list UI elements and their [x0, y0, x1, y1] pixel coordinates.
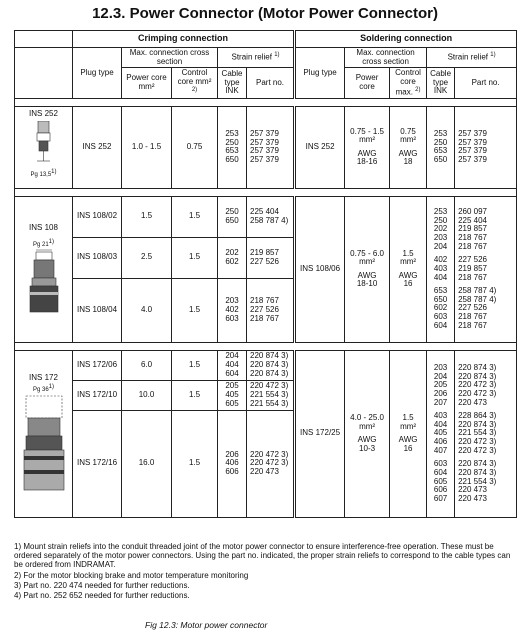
- cell-line: 404: [433, 419, 448, 429]
- crimp-plug-type: INS 108/03: [73, 237, 122, 278]
- solder-strain-label: Strain relief: [447, 53, 489, 63]
- cell-line: 650: [433, 154, 448, 164]
- cell-line: 18-16: [356, 157, 378, 167]
- cell-line: 407: [433, 445, 448, 455]
- solder-cable-types: [427, 106, 455, 188]
- footnote-ref: 2): [191, 86, 198, 93]
- cell-line: 220 874 3): [458, 459, 497, 469]
- crimp-plug-type-header: Plug type: [73, 48, 122, 99]
- cell-line: 257 379: [250, 129, 279, 139]
- cell-line: 253: [433, 207, 448, 217]
- crimp-part-numbers: [247, 237, 295, 278]
- cell-line: 18: [403, 157, 413, 167]
- control-core-label: Control core mm²: [177, 68, 212, 86]
- cell-line: 250: [225, 137, 239, 147]
- footnote-2: 2) For the motor blocking brake and motor temperature monitoring: [14, 570, 249, 580]
- cell-line: 402: [225, 304, 239, 314]
- cell-line: 603: [433, 459, 448, 469]
- cell-line: 219 857: [458, 224, 487, 234]
- footnote-1: 1) Mount strain reliefs into the conduit threaded joint of the motor power connector to ensure interference-free operation. These must be ordered separately of the motor power connectors. Using the part no. indicated, the proper strain reliefs to correspond to the cable types can be ordered from INDRAMAT.: [14, 542, 511, 570]
- cell-line: 253: [225, 129, 239, 139]
- cell-line: 16: [403, 279, 413, 289]
- crimp-power-core: 1.0 - 1.5: [122, 106, 172, 188]
- cell-line: 257 379: [458, 154, 487, 164]
- power-connector-table: [14, 30, 517, 518]
- cell-line: 227 526: [250, 256, 279, 266]
- cell-line: 403: [433, 411, 448, 421]
- solder-cable-types: [427, 196, 455, 342]
- cell-line: 221 554 3): [250, 398, 289, 408]
- crimp-control-core: 0.75: [172, 106, 218, 188]
- ins172-dimension: [17, 384, 70, 393]
- cell-line: 257 379: [458, 146, 487, 156]
- crimp-cable-types: [218, 237, 247, 278]
- cell-line: 650: [225, 154, 239, 164]
- ins108-cell: [15, 196, 73, 342]
- cell-line: 4.0 - 25.0: [350, 413, 384, 423]
- cell-line: 604: [433, 467, 448, 477]
- cell-line: 221 554 3): [458, 428, 497, 438]
- cell-line: 0.75 - 1.5: [350, 126, 384, 136]
- cell-line: 203: [225, 296, 239, 306]
- crimp-power-core: 10.0: [122, 380, 172, 410]
- solder-power-core: [345, 350, 390, 517]
- crimp-control-core: 1.5: [172, 350, 218, 380]
- footnote-4: 4) Part no. 252 652 needed for further reductions.: [14, 590, 190, 600]
- crimp-power-core: 2.5: [122, 237, 172, 278]
- cell-line: 220 874 3): [250, 359, 289, 369]
- cell-line: 220 874 3): [458, 419, 497, 429]
- cell-line: 604: [433, 320, 448, 330]
- cell-line: 0.75: [400, 126, 416, 136]
- cell-line: AWG: [357, 435, 377, 445]
- crimp-part-numbers: [247, 380, 295, 410]
- crimp-part-numbers: [247, 350, 295, 380]
- ins252-name: INS 252: [29, 108, 58, 118]
- cell-line: 227 526: [458, 255, 487, 265]
- footnote-ref: 1): [490, 52, 496, 59]
- cell-line: 602: [225, 256, 239, 266]
- cell-line: 225 404: [250, 207, 279, 217]
- cell-line: 257 379: [250, 154, 279, 164]
- cell-line: mm²: [359, 257, 376, 267]
- cell-line: 405: [225, 389, 239, 399]
- crimp-part-no-header: Part no.: [247, 68, 295, 99]
- cell-line: 204: [433, 371, 448, 381]
- cell-line: 250: [225, 207, 239, 217]
- cell-line: 604: [225, 368, 239, 378]
- cell-line: 258 787 4): [458, 286, 497, 296]
- solder-plug-type-header: Plug type: [295, 48, 345, 99]
- crimp-power-core: 1.5: [122, 196, 172, 237]
- cell-line: 405: [433, 428, 448, 438]
- cell-line: 404: [433, 272, 448, 282]
- cell-line: 220 472 3): [458, 437, 497, 447]
- cell-line: 220 874 3): [458, 363, 497, 373]
- cell-line: 607: [433, 493, 448, 503]
- cell-line: 603: [433, 312, 448, 322]
- crimp-plug-type: INS 252: [73, 106, 122, 188]
- crimp-power-core: 16.0: [122, 410, 172, 517]
- cell-line: 220 472 3): [250, 458, 289, 468]
- crimp-part-numbers: [247, 278, 295, 342]
- cell-line: 650: [225, 215, 239, 225]
- solder-part-numbers: [455, 106, 517, 188]
- crimp-power-core: 6.0: [122, 350, 172, 380]
- dim-label: Pg 13,5: [30, 172, 52, 179]
- cell-line: 653: [433, 286, 448, 296]
- solder-cable-types: [427, 350, 455, 517]
- cell-line: 1.5: [402, 413, 414, 423]
- cell-line: 225 404: [458, 215, 487, 225]
- cell-line: 220 874 3): [250, 368, 289, 378]
- cell-line: 220 874 3): [458, 467, 497, 477]
- cell-line: 1.5: [402, 248, 414, 258]
- crimp-control-core: 1.5: [172, 196, 218, 237]
- cell-line: 218 767: [458, 320, 487, 330]
- cell-line: 204: [225, 351, 239, 361]
- crimp-power-core: 4.0: [122, 278, 172, 342]
- solder-plug-type: INS 252: [295, 106, 345, 188]
- cell-line: 220 473: [250, 467, 279, 477]
- crimp-cable-types: [218, 410, 247, 517]
- solder-part-numbers: [455, 196, 517, 342]
- cell-line: 257 379: [458, 129, 487, 139]
- crimp-control-core: 1.5: [172, 278, 218, 342]
- cell-line: 220 473: [458, 493, 487, 503]
- ins172-cell: [15, 350, 73, 517]
- cell-line: 402: [433, 255, 448, 265]
- cell-line: 406: [225, 458, 239, 468]
- footnote-ref: 1): [48, 384, 55, 391]
- cell-line: 221 554 3): [458, 476, 497, 486]
- cell-line: 257 379: [458, 137, 487, 147]
- cell-line: 606: [225, 467, 239, 477]
- cell-line: 403: [433, 263, 448, 273]
- footnote-ref: 1): [51, 169, 57, 176]
- cell-line: mm²: [359, 135, 376, 145]
- cell-line: 605: [433, 476, 448, 486]
- cell-line: 406: [433, 437, 448, 447]
- cell-line: 16: [403, 443, 413, 453]
- cell-line: mm²: [400, 421, 417, 431]
- dim-label: Pg 21: [32, 241, 49, 248]
- ins172-connector-drawing: [18, 394, 70, 494]
- cell-line: 202: [433, 224, 448, 234]
- footnotes: [14, 542, 512, 601]
- cell-line: mm²: [359, 421, 376, 431]
- crimp-power-core-header: Power core mm²: [122, 68, 172, 99]
- figure-caption: Fig 12.3: Motor power connector: [145, 620, 268, 630]
- cell-line: mm²: [400, 135, 417, 145]
- crimp-part-numbers: [247, 106, 295, 188]
- ins108-dimension: [17, 239, 70, 248]
- solder-control-core-header: [390, 68, 427, 99]
- crimp-cable-types: [218, 106, 247, 188]
- cell-line: 227 526: [250, 304, 279, 314]
- cell-line: 257 379: [250, 146, 279, 156]
- crimp-max-cross-header: Max. connection cross section: [122, 48, 218, 68]
- cell-line: 653: [225, 146, 239, 156]
- crimp-plug-type: INS 108/02: [73, 196, 122, 237]
- cell-line: 603: [225, 313, 239, 323]
- cell-line: 220 472 3): [458, 388, 497, 398]
- ins108-name: INS 108: [29, 223, 58, 233]
- cell-line: 10-3: [359, 443, 376, 453]
- cell-line: 219 857: [458, 263, 487, 273]
- crimp-cable-types: [218, 350, 247, 380]
- cell-line: 218 767: [458, 312, 487, 322]
- solder-power-core: [345, 196, 390, 342]
- cell-line: 219 857: [250, 248, 279, 258]
- cell-line: mm²: [400, 257, 417, 267]
- crimp-strain-label: Strain relief: [231, 53, 272, 63]
- cell-line: 18-10: [356, 279, 378, 289]
- cell-line: 220 472 3): [458, 380, 497, 390]
- solder-control-core: [390, 196, 427, 342]
- crimp-cable-types: [218, 196, 247, 237]
- cell-line: 206: [225, 449, 239, 459]
- crimp-cable-type-header: Cable type INK: [218, 68, 247, 99]
- cell-line: 220 874 3): [250, 351, 289, 361]
- cell-line: 253: [433, 129, 448, 139]
- crimp-plug-type: INS 108/04: [73, 278, 122, 342]
- cell-line: AWG: [398, 435, 418, 445]
- cell-line: 227 526: [458, 303, 487, 313]
- cell-line: 220 472 3): [250, 381, 289, 391]
- solder-part-numbers: [455, 350, 517, 517]
- solder-max-cross-header: Max. connection cross section: [345, 48, 427, 68]
- ins108-connector-drawing: [24, 248, 64, 314]
- cell-line: 204: [433, 241, 448, 251]
- crimp-control-core: 1.5: [172, 410, 218, 517]
- cell-line: 257 379: [250, 137, 279, 147]
- cell-line: 258 787 4): [458, 294, 497, 304]
- cell-line: 218 767: [458, 241, 487, 251]
- cell-line: 606: [433, 485, 448, 495]
- solder-power-core: [345, 106, 390, 188]
- cell-line: 250: [433, 137, 448, 147]
- cell-line: 218 767: [458, 272, 487, 282]
- cell-line: 220 874 3): [458, 371, 497, 381]
- cell-line: 218 767: [458, 233, 487, 243]
- cell-line: 260 097: [458, 207, 487, 217]
- cell-line: 258 787 4): [250, 215, 289, 225]
- crimp-plug-type: INS 172/10: [73, 380, 122, 410]
- cell-line: AWG: [398, 270, 418, 280]
- cell-line: 202: [225, 248, 239, 258]
- ins252-cell: [15, 106, 73, 188]
- page-title: 12.3. Power Connector (Motor Power Connector): [92, 5, 438, 22]
- crimp-cable-types: [218, 278, 247, 342]
- cell-line: AWG: [357, 148, 377, 158]
- crimping-header: Crimping connection: [73, 31, 295, 48]
- solder-plug-type: INS 172/25: [295, 350, 345, 517]
- cell-line: 404: [225, 359, 239, 369]
- cell-line: 205: [433, 380, 448, 390]
- crimp-plug-type: INS 172/06: [73, 350, 122, 380]
- cell-line: 205: [225, 381, 239, 391]
- cell-line: 220 472 3): [250, 449, 289, 459]
- crimp-part-numbers: [247, 196, 295, 237]
- cell-line: 218 767: [250, 296, 279, 306]
- cell-line: 206: [433, 388, 448, 398]
- crimp-plug-type: INS 172/16: [73, 410, 122, 517]
- cell-line: 220 473: [458, 397, 487, 407]
- dim-label: Pg 36: [32, 387, 49, 394]
- cell-line: 220 473: [458, 485, 487, 495]
- crimp-strain-header: [218, 48, 295, 68]
- footnote-ref: 2): [415, 86, 421, 93]
- crimp-control-core: 1.5: [172, 237, 218, 278]
- crimp-part-numbers: [247, 410, 295, 517]
- cell-line: 650: [433, 294, 448, 304]
- cell-line: AWG: [398, 148, 418, 158]
- crimp-control-core: 1.5: [172, 380, 218, 410]
- solder-cable-type-header: Cable type INK: [427, 68, 455, 99]
- crimp-control-core-header: [172, 68, 218, 99]
- ins172-name: INS 172: [29, 372, 58, 382]
- cell-line: 207: [433, 397, 448, 407]
- solder-plug-type: INS 108/06: [295, 196, 345, 342]
- solder-power-core-header: Power core: [345, 68, 390, 99]
- cell-line: 653: [433, 146, 448, 156]
- cell-line: 203: [433, 233, 448, 243]
- soldering-header: Soldering connection: [295, 31, 517, 48]
- cell-line: AWG: [357, 270, 377, 280]
- cell-line: 228 864 3): [458, 411, 497, 421]
- cell-line: 220 472 3): [458, 445, 497, 455]
- control-core-max-label: Control core max.: [395, 68, 421, 97]
- cell-line: 602: [433, 303, 448, 313]
- solder-part-no-header: Part no.: [455, 68, 517, 99]
- ins252-dimension: [17, 169, 70, 178]
- footnote-ref: 1): [274, 52, 280, 59]
- solder-control-core: [390, 350, 427, 517]
- cell-line: 605: [225, 398, 239, 408]
- cell-line: 203: [433, 363, 448, 373]
- solder-control-core: [390, 106, 427, 188]
- footnote-ref: 1): [48, 238, 55, 245]
- cell-line: 250: [433, 215, 448, 225]
- ins252-connector-drawing: [29, 121, 59, 169]
- solder-strain-header: [427, 48, 517, 68]
- cell-line: 0.75 - 6.0: [350, 248, 384, 258]
- crimp-cable-types: [218, 380, 247, 410]
- cell-line: 221 554 3): [250, 389, 289, 399]
- footnote-3: 3) Part no. 220 474 needed for further reductions.: [14, 580, 190, 590]
- cell-line: 218 767: [250, 313, 279, 323]
